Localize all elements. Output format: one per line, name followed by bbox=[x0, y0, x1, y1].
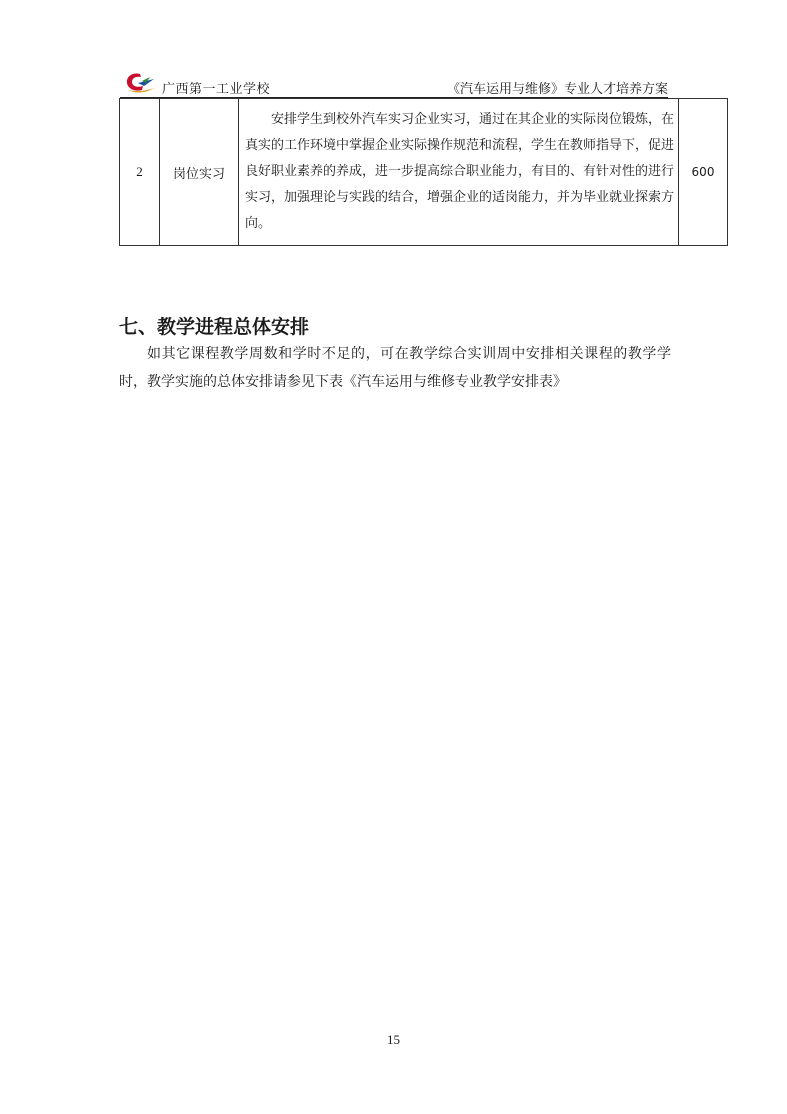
document-title: 《汽车运用与维修》专业人才培养方案 bbox=[446, 82, 668, 97]
school-logo-icon bbox=[124, 71, 156, 95]
row-number: 2 bbox=[120, 99, 160, 246]
course-name: 岗位实习 bbox=[160, 99, 239, 246]
section-heading: 七、教学进程总体安排 bbox=[119, 316, 310, 338]
page-number: 15 bbox=[387, 1032, 400, 1047]
section-paragraph: 如其它课程教学周数和学时不足的，可在教学综合实训周中安排相关课程的教学学时，教学实施的总体安排请参见下表《汽车运用与维修专业教学安排表》 bbox=[119, 346, 671, 390]
table-row bbox=[120, 99, 728, 246]
page-header bbox=[120, 70, 668, 98]
internship-table bbox=[119, 98, 728, 246]
course-hours: 600 bbox=[679, 99, 728, 246]
school-name: 广西第一工业学校 bbox=[162, 82, 271, 97]
course-content: 安排学生到校外汽车实习企业实习，通过在其企业的实际岗位锻炼，在真实的工作环境中掌握企业实际操作规范和流程，学生在教师指导下，促进良好职业素养的养成，进一步提高综合职业能力，有目的、有针对性的进行实习，加强理论与实践的结合，增强企业的适岗能力，并为毕业就业探索方向。 bbox=[239, 99, 679, 246]
